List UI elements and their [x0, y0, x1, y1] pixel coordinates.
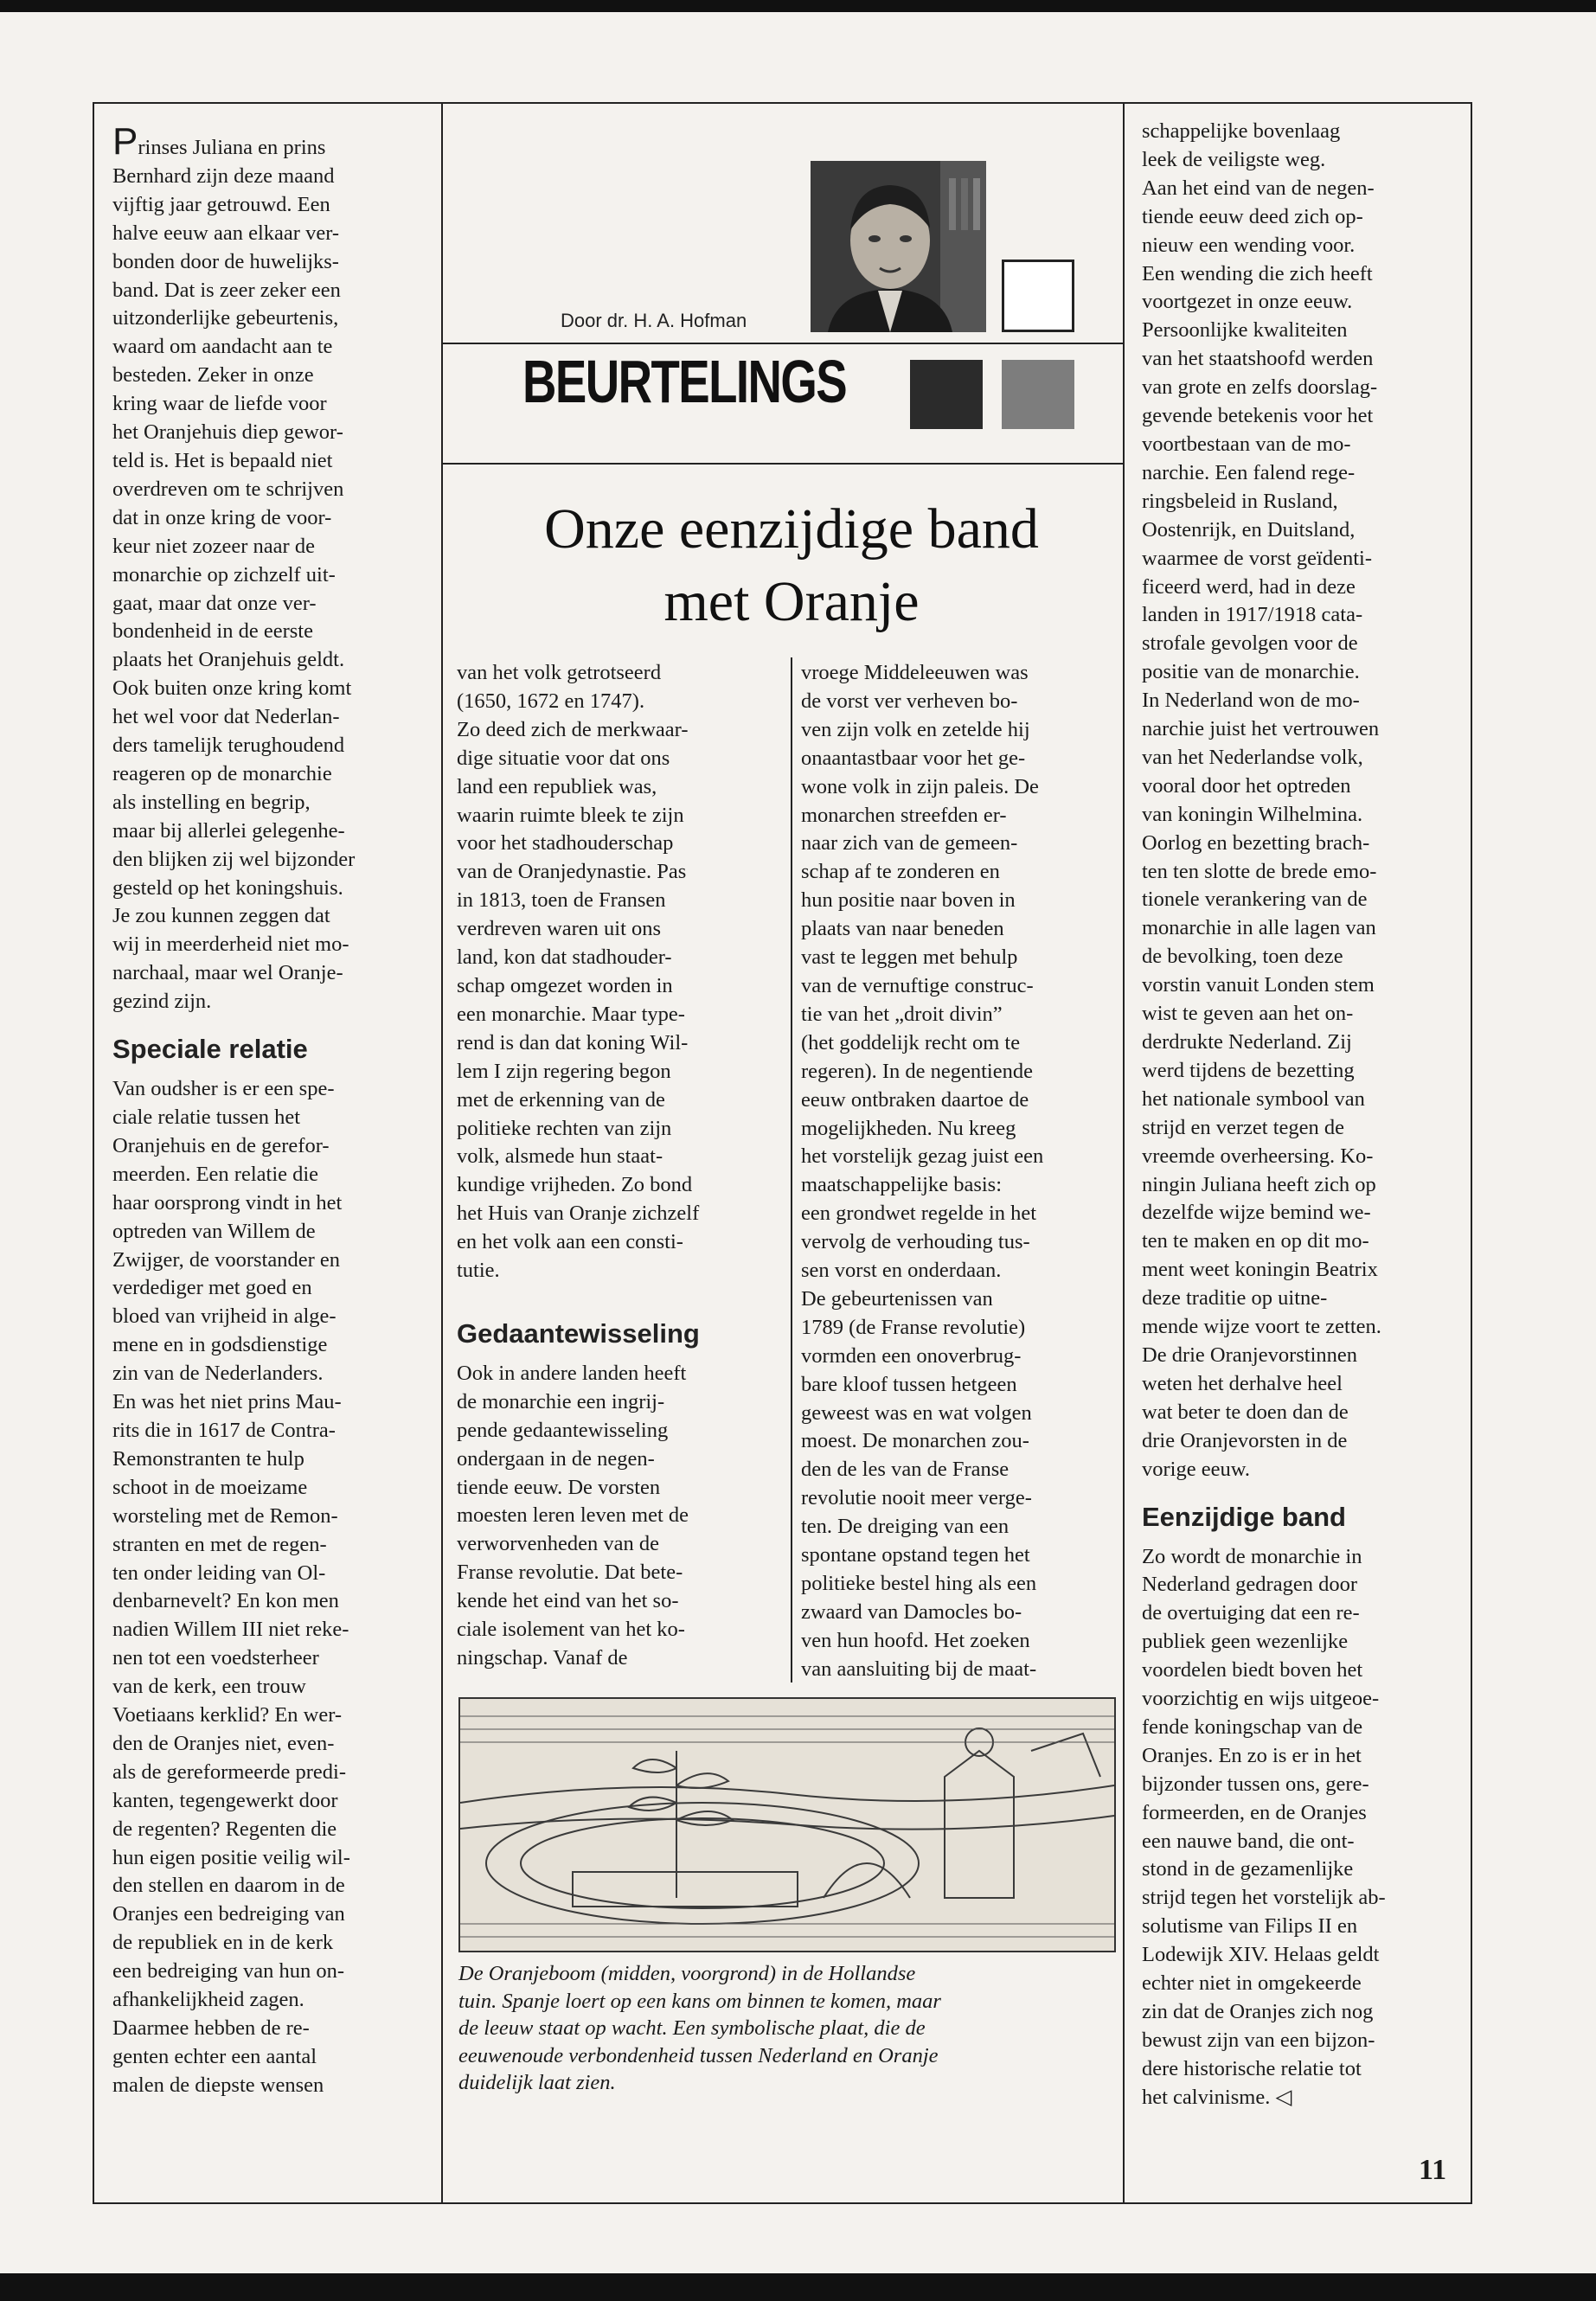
text-line: schappelijke bovenlaag [1142, 119, 1341, 143]
divider [791, 657, 792, 1682]
text-line: afhankelijkheid zagen. [112, 1988, 304, 2012]
caption-line: tuin. Spanje loert op een kans om binnen te komen, maar [458, 1989, 941, 2013]
text-line: waarin ruimte bleek te zijn [457, 803, 684, 827]
text-line: van koningin Wilhelmina. [1142, 802, 1363, 826]
section-heading: Gedaantewisseling [457, 1317, 700, 1349]
text-line: Oorlog en bezetting brach- [1142, 830, 1370, 855]
text-line: lem I zijn regering begon [457, 1059, 671, 1083]
text-line: vroege Middeleeuwen was [801, 661, 1029, 684]
text-line: de overtuiging dat een re- [1142, 1601, 1360, 1625]
text-line: nadien Willem III niet reke- [112, 1618, 349, 1642]
text-line: kanten, tegengewerkt door [112, 1788, 338, 1812]
text-line: publiek geen wezenlijke [1142, 1630, 1349, 1654]
text-line: tutie. [457, 1259, 500, 1283]
text-line: Een wending die zich heeft [1142, 261, 1373, 285]
text-line: ten ten slotte de brede emo- [1142, 859, 1377, 883]
text-line: een nauwe band, die ont- [1142, 1829, 1355, 1853]
text-line: voorzichtig en wijs uitgeoe- [1142, 1687, 1380, 1711]
section-heading: Eenzijdige band [1142, 1501, 1346, 1532]
text-line: wist te geven aan het on- [1142, 1002, 1354, 1026]
text-line: vooral door het optreden [1142, 773, 1351, 798]
text-line: rend is dan dat koning Wil- [457, 1030, 689, 1054]
text-column-1 [112, 120, 434, 2100]
text-line: het calvinisme. ◁ [1142, 2085, 1292, 2109]
text-line: De gebeurtenissen van [801, 1286, 993, 1311]
text-line: dige situatie voor dat ons [457, 746, 670, 770]
text-line: Bernhard zijn deze maand [112, 163, 335, 188]
text-line: ringsbeleid in Rusland, [1142, 489, 1338, 513]
divider [441, 463, 1125, 465]
text-line: (1650, 1672 en 1747). [457, 689, 645, 713]
text-line: ment weet koningin Beatrix [1142, 1258, 1378, 1282]
headline [454, 493, 1129, 638]
text-line: verdediger met goed en [112, 1276, 312, 1300]
text-line: tiende eeuw. De vorsten [457, 1475, 661, 1499]
text-line: voordelen biedt boven het [1142, 1658, 1363, 1682]
text-line: monarchen streefden er- [801, 803, 1007, 827]
text-line: monarchie op zichzelf uit- [112, 562, 336, 586]
text-line: bloed van vrijheid in alge- [112, 1304, 337, 1329]
text-line: Remonstranten te hulp [112, 1446, 304, 1471]
divider [93, 102, 94, 2204]
text-line: narchie. Een falend rege- [1142, 460, 1356, 484]
text-line: narchie juist het vertrouwen [1142, 717, 1380, 741]
text-line: vijftig jaar getrouwd. Een [112, 192, 330, 216]
text-line: genten echter een aantal [112, 2044, 317, 2068]
text-line: dezelfde wijze bemind we- [1142, 1201, 1371, 1225]
caption-line: duidelijk laat zien. [458, 2071, 616, 2094]
text-line: van het volk getrotseerd [457, 661, 662, 684]
drop-cap: P [112, 120, 138, 163]
text-line: malen de diepste wensen [112, 2073, 324, 2097]
text-line: worsteling met de Remon- [112, 1503, 338, 1528]
text-line: de bevolking, toen deze [1142, 945, 1343, 969]
text-line: de monarchie een ingrij- [457, 1389, 665, 1413]
text-line: de vorst ver verheven bo- [801, 689, 1018, 713]
text-line: dere historische relatie tot [1142, 2056, 1362, 2080]
text-line: Van oudsher is er een spe- [112, 1077, 335, 1101]
text-line: weten het derhalve heel [1142, 1371, 1343, 1395]
text-line: verdreven waren uit ons [457, 917, 662, 941]
text-line: waarmee de vorst geïdenti- [1142, 546, 1372, 570]
illustration-caption [458, 1960, 1116, 2097]
text-line: In Nederland won de mo- [1142, 689, 1360, 713]
text-line: meerden. Een relatie die [112, 1162, 319, 1186]
text-line: Zo wordt de monarchie in [1142, 1544, 1362, 1568]
text-line: wij in meerderheid niet mo- [112, 933, 349, 957]
text-line: strijd en verzet tegen de [1142, 1115, 1345, 1139]
text-line: Ook buiten onze kring komt [112, 676, 352, 701]
headline-line: Onze eenzijdige band [544, 497, 1039, 561]
section-heading: Speciale relatie [112, 1034, 308, 1065]
text-line [112, 120, 434, 163]
text-line: optreden van Willem de [112, 1219, 316, 1243]
text-line: de republiek en in de kerk [112, 1931, 334, 1955]
text-line: leek de veiligste weg. [1142, 147, 1326, 171]
text-line: schap af te zonderen en [801, 860, 1000, 884]
text-line: vorige eeuw. [1142, 1457, 1250, 1481]
text-line: bijzonder tussen ons, gere- [1142, 1772, 1369, 1796]
author-photo [811, 161, 986, 332]
text-line: Daarmee hebben de re- [112, 2016, 310, 2040]
text-line: Oranjehuis en de gerefor- [112, 1133, 330, 1157]
text-line: den de Oranjes niet, even- [112, 1731, 335, 1755]
text-line: zin van de Nederlanders. [112, 1362, 324, 1386]
text-line: stranten en met de regen- [112, 1532, 327, 1556]
text-line: vervolg de verhouding tus- [801, 1230, 1030, 1254]
text-line: vormden een onoverbrug- [801, 1343, 1022, 1368]
text-line: plaats van naar beneden [801, 917, 1004, 941]
text-line: ven hun hoofd. Het zoeken [801, 1628, 1030, 1652]
text-line: een grondwet regelde in het [801, 1202, 1037, 1226]
text-line: bewust zijn van een bijzon- [1142, 2028, 1375, 2052]
text-line: van grote en zelfs doorslag- [1142, 375, 1378, 400]
text-line: wone volk in zijn paleis. De [801, 774, 1039, 798]
text-line: maatschappelijke basis: [801, 1173, 1002, 1197]
byline: Door dr. H. A. Hofman [561, 310, 747, 331]
text-line: gevende betekenis voor het [1142, 404, 1374, 428]
text-line: overdreven om te schrijven [112, 477, 344, 501]
text-line: geweest was en wat volgen [801, 1400, 1032, 1425]
text-line: 1789 (de Franse revolutie) [801, 1315, 1026, 1339]
text-line: moest. De monarchen zou- [801, 1429, 1029, 1453]
text-line: ten. De dreiging van een [801, 1515, 1010, 1539]
caption-line: de leeuw staat op wacht. Een symbolische plaat, die de [458, 2016, 926, 2040]
text-line: Franse revolutie. Dat bete- [457, 1561, 683, 1585]
text-line: kende het eind van het so- [457, 1589, 679, 1613]
text-line: deze traditie op uitne- [1142, 1286, 1328, 1311]
text-line: denbarnevelt? En kon men [112, 1589, 339, 1613]
text-line: het vorstelijk gezag juist een [801, 1144, 1044, 1169]
text-column-4 [1142, 118, 1465, 2112]
text-line: vorstin vanuit Londen stem [1142, 973, 1375, 997]
text-line: van de vernuftige construc- [801, 973, 1034, 997]
text-line-content: rinses Juliana en prins [138, 136, 326, 159]
text-line: werd tijdens de bezetting [1142, 1058, 1355, 1082]
text-line: derdrukte Nederland. Zij [1142, 1030, 1352, 1054]
text-line: ningschap. Vanaf de [457, 1646, 628, 1670]
text-line: wat beter te doen dan de [1142, 1400, 1349, 1424]
text-line: solutisme van Filips II en [1142, 1914, 1358, 1939]
headline-line: met Oranje [663, 570, 920, 633]
text-line: Nederland gedragen door [1142, 1573, 1357, 1597]
text-line: eeuw ontbraken daartoe de [801, 1087, 1029, 1112]
text-line: van het staatshoofd werden [1142, 347, 1374, 371]
text-line: Zo deed zich de merkwaar- [457, 717, 689, 741]
text-line: Je zou kunnen zeggen dat [112, 904, 330, 928]
text-line: van het Nederlandse volk, [1142, 745, 1363, 769]
text-line: ven zijn volk en zetelde hij [801, 717, 1030, 741]
text-column-2 [457, 659, 785, 1673]
text-line: gaat, maar dat onze ver- [112, 591, 317, 615]
text-line: den stellen en daarom in de [112, 1874, 345, 1898]
text-line: volk, alsmede hun staat- [457, 1144, 663, 1169]
text-line: plaats het Oranjehuis geldt. [112, 648, 345, 672]
text-line: land een republiek was, [457, 774, 657, 798]
text-line: van de kerk, een trouw [112, 1675, 306, 1699]
text-line: het wel voor dat Nederlan- [112, 705, 340, 729]
text-line: teld is. Het is bepaald niet [112, 448, 333, 472]
text-column-3 [801, 659, 1119, 1684]
text-line: het nationale symbool van [1142, 1086, 1365, 1111]
caption-line: De Oranjeboom (midden, voorgrond) in de Hollandse [458, 1962, 916, 1985]
text-line: ondergaan in de negen- [457, 1446, 655, 1471]
text-line: ficeerd werd, had in deze [1142, 574, 1356, 599]
text-line: band. Dat is zeer zeker een [112, 278, 341, 302]
text-line: halve eeuw aan elkaar ver- [112, 221, 340, 245]
text-line: Persoonlijke kwaliteiten [1142, 318, 1348, 343]
text-line: rits die in 1617 de Contra- [112, 1418, 336, 1442]
text-line: tie van het „droit divin” [801, 1002, 1003, 1026]
text-line: zwaard van Damocles bo- [801, 1599, 1022, 1624]
text-line: Oostenrijk, en Duitsland, [1142, 517, 1356, 542]
engraving-illustration [458, 1697, 1116, 1952]
divider [93, 2202, 1472, 2204]
text-line: hun eigen positie veilig wil- [112, 1845, 350, 1869]
text-line: stond in de gezamenlijke [1142, 1857, 1354, 1881]
text-line: van de Oranjedynastie. Pas [457, 860, 687, 884]
text-line: zin dat de Oranjes zich nog [1142, 2000, 1374, 2023]
divider [1471, 102, 1472, 2204]
text-line: echter niet in omgekeerde [1142, 1971, 1362, 1996]
scan-edge-bottom [0, 2273, 1596, 2301]
text-line: waard om aandacht aan te [112, 335, 333, 359]
text-line: gesteld op het koningshuis. [112, 875, 343, 900]
text-line: Oranjes. En zo is er in het [1142, 1743, 1362, 1767]
text-line: Zwijger, de voorstander en [112, 1247, 340, 1272]
text-line: bonden door de huwelijks- [112, 249, 339, 273]
scan-edge-top [0, 0, 1596, 12]
text-line: drie Oranjevorsten in de [1142, 1428, 1348, 1452]
divider [1123, 102, 1125, 2204]
decorative-square [910, 360, 983, 429]
text-line: strofale gevolgen voor de [1142, 631, 1358, 656]
text-line: dat in onze kring de voor- [112, 505, 332, 529]
text-line: narchaal, maar wel Oranje- [112, 961, 343, 985]
text-line: bare kloof tussen hetgeen [801, 1372, 1017, 1396]
text-line: sen vorst en onderdaan. [801, 1259, 1002, 1283]
text-line: ciale isolement van het ko- [457, 1618, 685, 1642]
text-line: ten onder leiding van Ol- [112, 1561, 326, 1585]
text-line: reageren op de monarchie [112, 761, 332, 785]
text-line: land, kon dat stadhouder- [457, 945, 672, 970]
text-line: tionele verankering van de [1142, 888, 1368, 912]
text-line: besteden. Zeker in onze [112, 363, 314, 388]
text-line: in 1813, toen de Fransen [457, 888, 666, 913]
text-line: Oranjes een bedreiging van [112, 1902, 345, 1926]
text-line: ders tamelijk terughoudend [112, 734, 345, 758]
text-line: gezind zijn. [112, 990, 212, 1014]
text-line: van aansluiting bij de maat- [801, 1657, 1037, 1681]
text-line: vast te leggen met behulp [801, 945, 1018, 970]
text-line: De drie Oranjevorstinnen [1142, 1343, 1357, 1367]
text-line: nieuw een wending voor. [1142, 233, 1356, 257]
text-line: spontane opstand tegen het [801, 1543, 1030, 1567]
text-line: En was het niet prins Mau- [112, 1390, 342, 1414]
text-line: mogelijkheden. Nu kreeg [801, 1116, 1016, 1140]
caption-line: eeuwenoude verbondenheid tussen Nederland en Oranje [458, 2043, 939, 2067]
text-line: formeerden, en de Oranjes [1142, 1800, 1367, 1824]
text-line: vreemde overheersing. Ko- [1142, 1144, 1374, 1168]
text-line: politieke bestel hing als een [801, 1572, 1037, 1595]
text-line: met de erkenning van de [457, 1087, 665, 1112]
text-line: den de les van de Franse [801, 1458, 1010, 1482]
text-line: (het goddelijk recht om te [801, 1030, 1021, 1054]
text-line: Aan het eind van de negen- [1142, 176, 1375, 200]
text-line: Voetiaans kerklid? En wer- [112, 1703, 343, 1727]
text-line: onaantastbaar voor het ge- [801, 746, 1026, 770]
text-line: tiende eeuw deed zich op- [1142, 204, 1363, 228]
divider [93, 102, 1472, 104]
text-line: ciale relatie tussen het [112, 1106, 300, 1129]
text-line: als de gereformeerde predi- [112, 1759, 347, 1784]
text-line: keur niet zozeer naar de [112, 534, 315, 558]
text-line: verworvenheden van de [457, 1532, 660, 1556]
text-line: een monarchie. Maar type- [457, 1002, 685, 1026]
text-line: ten te maken en op dit mo- [1142, 1229, 1369, 1253]
column-name: BEURTELINGS [522, 348, 847, 415]
text-line: een bedreiging van hun on- [112, 1959, 345, 1984]
text-line: revolutie nooit meer verge- [801, 1486, 1032, 1510]
text-line: pende gedaantewisseling [457, 1418, 669, 1442]
text-line: mende wijze voort te zetten. [1142, 1315, 1381, 1339]
text-line: politieke rechten van zijn [457, 1116, 672, 1140]
text-line: uitzonderlijke gebeurtenis, [112, 306, 339, 330]
text-line: Lodewijk XIV. Helaas geldt [1142, 1943, 1380, 1967]
text-line: kundige vrijheden. Zo bond [457, 1173, 693, 1197]
text-line: schoot in de moeizame [112, 1475, 308, 1499]
decorative-square [1002, 260, 1074, 332]
text-line: haar oorsprong vindt in het [112, 1190, 343, 1215]
page-number: 11 [1419, 2154, 1447, 2186]
text-line: voortbestaan van de mo- [1142, 432, 1351, 456]
text-line: als instelling en begrip, [112, 790, 311, 814]
text-line: en het volk aan een consti- [457, 1230, 683, 1254]
text-line: het Huis van Oranje zichzelf [457, 1202, 700, 1226]
text-line: landen in 1917/1918 cata- [1142, 603, 1363, 627]
text-line: naar zich van de gemeen- [801, 831, 1018, 856]
text-line: ningin Juliana heeft zich op [1142, 1172, 1376, 1196]
text-line: strijd tegen het vorstelijk ab- [1142, 1886, 1386, 1910]
text-line: kring waar de liefde voor [112, 392, 327, 416]
decorative-square [1002, 360, 1074, 429]
text-line: maar bij allerlei gelegenhe- [112, 818, 345, 843]
text-line: bondenheid in de eerste [112, 619, 313, 644]
text-line: nen tot een voedsterheer [112, 1646, 319, 1670]
text-line: moesten leren leven met de [457, 1503, 689, 1528]
text-line: positie van de monarchie. [1142, 660, 1360, 684]
text-line: voortgezet in onze eeuw. [1142, 290, 1353, 314]
text-line: schap omgezet worden in [457, 973, 673, 997]
text-line: monarchie in alle lagen van [1142, 916, 1376, 940]
text-line: fende koningschap van de [1142, 1715, 1363, 1739]
text-line: mene en in godsdienstige [112, 1333, 328, 1357]
text-line: Ook in andere landen heeft [457, 1361, 687, 1385]
text-line: de regenten? Regenten die [112, 1817, 337, 1841]
text-line: hun positie naar boven in [801, 888, 1016, 913]
text-line: het Oranjehuis diep gewor- [112, 420, 343, 445]
divider [441, 102, 443, 2204]
text-line: regeren). In de negentiende [801, 1059, 1033, 1083]
text-line: voor het stadhouderschap [457, 831, 674, 856]
text-line: den blijken zij wel bijzonder [112, 847, 356, 871]
